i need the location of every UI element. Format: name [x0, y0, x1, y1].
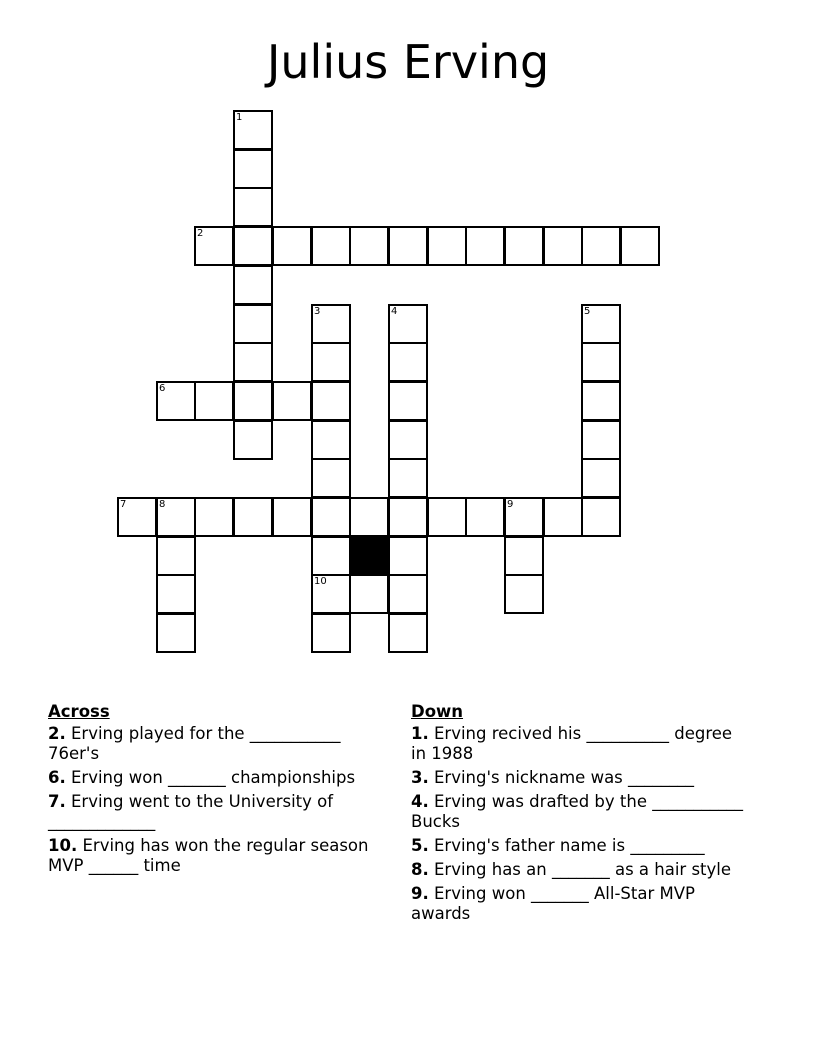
crossword-cell[interactable]: [388, 458, 428, 498]
crossword-cell[interactable]: [349, 497, 389, 537]
across-clue-7: [48, 792, 393, 832]
crossword-cell[interactable]: [543, 226, 583, 266]
crossword-cell[interactable]: [233, 420, 273, 460]
clue-text: Erving won _______ All-Star MVP awards: [411, 884, 695, 923]
crossword-cell[interactable]: [311, 381, 351, 421]
crossword-cell[interactable]: [427, 226, 467, 266]
crossword-cell[interactable]: [581, 304, 621, 344]
down-clue-8: [411, 860, 751, 880]
down-clue-4: [411, 792, 751, 832]
crossword-cell[interactable]: [465, 226, 505, 266]
across-clues: [48, 702, 393, 880]
crossword-cell[interactable]: [349, 574, 389, 614]
clue-text: Erving has an _______ as a hair style: [434, 860, 732, 879]
clue-text: Erving has won the regular season MVP ______ time: [48, 836, 369, 875]
cell-number: 10: [314, 576, 327, 587]
crossword-cell[interactable]: [194, 381, 234, 421]
cell-number: 9: [507, 499, 514, 510]
crossword-cell[interactable]: [156, 536, 196, 576]
puzzle-title: Julius Erving: [266, 35, 550, 89]
crossword-cell[interactable]: [194, 226, 234, 266]
crossword-cell[interactable]: [388, 381, 428, 421]
clue-text: Erving won _______ championships: [71, 768, 356, 787]
crossword-cell[interactable]: [388, 304, 428, 344]
clue-number: 4.: [411, 792, 429, 811]
crossword-cell[interactable]: [581, 420, 621, 460]
crossword-cell[interactable]: [581, 458, 621, 498]
crossword-cell[interactable]: [311, 497, 351, 537]
crossword-cell[interactable]: [311, 226, 351, 266]
crossword-cell[interactable]: [117, 497, 157, 537]
crossword-cell[interactable]: [581, 497, 621, 537]
cell-number: 5: [584, 306, 591, 317]
clue-number: 6.: [48, 768, 66, 787]
crossword-cell[interactable]: [388, 536, 428, 576]
block-cell: [349, 536, 389, 576]
crossword-cell[interactable]: [156, 381, 196, 421]
across-clue-10: [48, 836, 393, 876]
crossword-cell[interactable]: [388, 574, 428, 614]
crossword-cell[interactable]: [581, 342, 621, 382]
crossword-cell[interactable]: [581, 226, 621, 266]
cell-number: 3: [314, 306, 321, 317]
crossword-cell[interactable]: [388, 226, 428, 266]
cell-number: 1: [236, 112, 243, 123]
crossword-cell[interactable]: [311, 458, 351, 498]
clue-number: 2.: [48, 724, 66, 743]
cell-number: 2: [197, 228, 204, 239]
crossword-cell[interactable]: [311, 304, 351, 344]
cell-number: 7: [120, 499, 127, 510]
crossword-cell[interactable]: [311, 420, 351, 460]
crossword-cell[interactable]: [311, 342, 351, 382]
crossword-cell[interactable]: [504, 574, 544, 614]
across-clue-6: [48, 768, 393, 788]
clue-text: Erving recived his __________ degree in 1988: [411, 724, 733, 763]
crossword-cell[interactable]: [504, 226, 544, 266]
crossword-cell[interactable]: [233, 381, 273, 421]
clue-number: 10.: [48, 836, 78, 855]
crossword-cell[interactable]: [233, 497, 273, 537]
crossword-cell[interactable]: [233, 304, 273, 344]
crossword-cell[interactable]: [233, 265, 273, 305]
clue-text: Erving went to the University of _____________: [48, 792, 334, 831]
down-clue-1: [411, 724, 751, 764]
crossword-cell[interactable]: [156, 613, 196, 653]
crossword-cell[interactable]: [388, 342, 428, 382]
crossword-cell[interactable]: [388, 420, 428, 460]
crossword-cell[interactable]: [465, 497, 505, 537]
crossword-cell[interactable]: [504, 497, 544, 537]
crossword-cell[interactable]: [388, 497, 428, 537]
crossword-cell[interactable]: [233, 149, 273, 189]
crossword-cell[interactable]: [311, 536, 351, 576]
across-clue-2: [48, 724, 393, 764]
crossword-cell[interactable]: [272, 226, 312, 266]
clue-text: Erving's nickname was ________: [434, 768, 695, 787]
crossword-cell[interactable]: [388, 613, 428, 653]
clue-number: 5.: [411, 836, 429, 855]
crossword-cell[interactable]: [233, 187, 273, 227]
crossword-cell[interactable]: [620, 226, 660, 266]
cell-number: 4: [391, 306, 398, 317]
clue-number: 3.: [411, 768, 429, 787]
crossword-cell[interactable]: [272, 497, 312, 537]
cell-number: 8: [159, 499, 166, 510]
down-clue-3: [411, 768, 751, 788]
crossword-cell[interactable]: [349, 226, 389, 266]
crossword-cell[interactable]: [194, 497, 234, 537]
crossword-cell[interactable]: [581, 381, 621, 421]
crossword-cell[interactable]: [233, 342, 273, 382]
crossword-cell[interactable]: [272, 381, 312, 421]
across-heading: Across: [48, 702, 110, 721]
crossword-cell[interactable]: [156, 497, 196, 537]
crossword-cell[interactable]: [311, 574, 351, 614]
clue-number: 8.: [411, 860, 429, 879]
crossword-cell[interactable]: [233, 110, 273, 150]
clue-number: 7.: [48, 792, 66, 811]
crossword-cell[interactable]: [311, 613, 351, 653]
crossword-cell[interactable]: [233, 226, 273, 266]
crossword-cell[interactable]: [427, 497, 467, 537]
clue-number: 1.: [411, 724, 429, 743]
down-heading: Down: [411, 702, 464, 721]
down-clue-5: [411, 836, 751, 856]
down-clues: [411, 702, 751, 928]
down-clue-9: [411, 884, 751, 924]
crossword-cell[interactable]: [156, 574, 196, 614]
clue-text: Erving was drafted by the ___________ Bucks: [411, 792, 743, 831]
crossword-cell[interactable]: [543, 497, 583, 537]
clue-text: Erving played for the ___________ 76er's: [48, 724, 341, 763]
cell-number: 6: [159, 383, 166, 394]
clue-text: Erving's father name is _________: [434, 836, 705, 855]
crossword-cell[interactable]: [504, 536, 544, 576]
clue-number: 9.: [411, 884, 429, 903]
